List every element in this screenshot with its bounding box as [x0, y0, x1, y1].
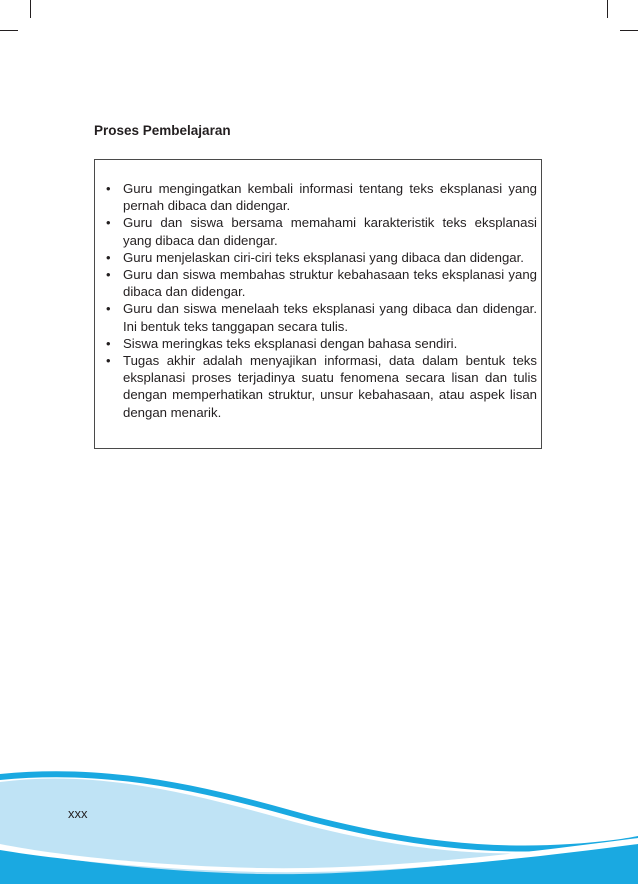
- learning-process-box: [94, 159, 542, 449]
- crop-mark: [30, 0, 31, 18]
- list-item: • Guru dan siswa membahas struktur kebahasaan teks eksplanasi yang dibaca dan didengar.: [103, 266, 537, 300]
- list-item: • Guru mengingatkan kembali informasi tentang teks eksplanasi yang pernah dibaca dan didengar.: [103, 180, 537, 214]
- crop-mark: [607, 0, 608, 18]
- list-item: • Tugas akhir adalah menyajikan informasi, data dalam bentuk teks eksplanasi proses terjadinya suatu fenomena secara lisan dan tulis dengan memperhatikan struktur, unsur kebahasaan, atau aspek lisan dengan menarik.: [103, 352, 537, 421]
- learning-process-list: [103, 180, 537, 421]
- list-item: • Siswa meringkas teks eksplanasi dengan bahasa sendiri.: [103, 335, 537, 352]
- list-item: • Guru dan siswa menelaah teks eksplanasi yang dibaca dan didengar. Ini bentuk teks tanggapan secara tulis.: [103, 300, 537, 334]
- crop-mark: [620, 30, 638, 31]
- footer-wave-decoration: [0, 760, 638, 884]
- crop-mark: [0, 30, 18, 31]
- list-item: • Guru dan siswa bersama memahami karakteristik teks eksplanasi yang dibaca dan didengar.: [103, 214, 537, 248]
- list-item: • Guru menjelaskan ciri-ciri teks eksplanasi yang dibaca dan didengar.: [103, 249, 537, 266]
- page-number: xxx: [68, 806, 88, 821]
- section-heading: Proses Pembelajaran: [94, 123, 231, 138]
